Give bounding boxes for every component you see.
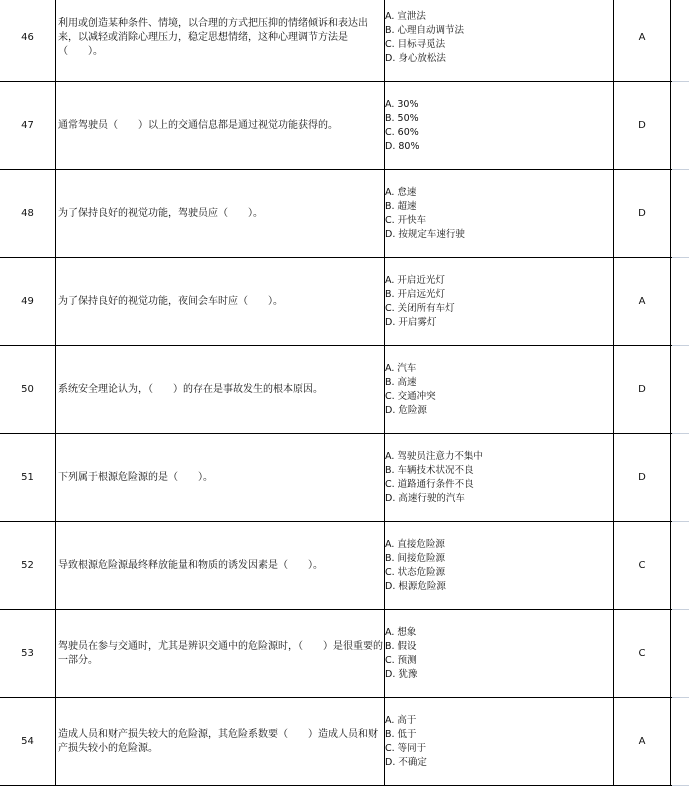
question-text-content: 造成人员和财产损失较大的危险源，其危险系数要（ ）造成人员和财产损失较小的危险源。: [58, 728, 378, 754]
option-item: D. 犹豫: [385, 668, 418, 680]
table-row: [0, 258, 689, 346]
option-item: D. 按规定车速行驶: [385, 228, 465, 240]
options-cell[interactable]: [384, 346, 614, 433]
question-text-content: 驾驶员在参与交通时，尤其是辨识交通中的危险源时，（ ）是很重要的一部分。: [58, 640, 383, 666]
table-row: [0, 170, 689, 258]
question-text-content: 导致根源危险源最终释放能量和物质的诱发因素是（ ）。: [58, 559, 323, 571]
option-item: D. 不确定: [385, 756, 427, 768]
option-item: D. 高速行驶的汽车: [385, 492, 465, 504]
answer-cell[interactable]: A: [614, 0, 671, 81]
answer-cell[interactable]: D: [614, 170, 671, 257]
question-number[interactable]: 46: [0, 0, 56, 81]
option-item: C. 道路通行条件不良: [385, 478, 474, 490]
option-item: B. 50%: [385, 112, 419, 124]
answer-cell[interactable]: A: [614, 698, 671, 785]
table-row: [0, 434, 689, 522]
option-item: B. 开启远光灯: [385, 288, 446, 300]
question-text[interactable]: [56, 82, 385, 169]
question-text[interactable]: [56, 0, 385, 81]
table-row: [0, 522, 689, 610]
question-number[interactable]: 51: [0, 434, 56, 521]
answer-cell[interactable]: D: [614, 82, 671, 169]
option-item: C. 等同于: [385, 742, 427, 754]
question-text[interactable]: [56, 170, 385, 257]
options-cell[interactable]: [384, 170, 614, 257]
question-text-content: 为了保持良好的视觉功能，驾驶员应（ ）。: [58, 207, 263, 219]
question-number[interactable]: 54: [0, 698, 56, 785]
option-item: B. 低于: [385, 728, 417, 740]
question-text-content: 系统安全理论认为，（ ）的存在是事故发生的根本原因。: [58, 383, 323, 395]
option-item: C. 开快车: [385, 214, 427, 226]
answer-cell[interactable]: D: [614, 434, 671, 521]
option-item: A. 汽车: [385, 362, 417, 374]
options-cell[interactable]: [384, 258, 614, 345]
question-text-content: 利用或创造某种条件、情境，以合理的方式把压抑的情绪倾诉和表达出来，以减轻或消除心理压力，稳定思想情绪，这种心理调节方法是（ ）。: [58, 17, 368, 57]
answer-cell[interactable]: A: [614, 258, 671, 345]
question-text[interactable]: [56, 258, 385, 345]
question-text-content: 下列属于根源危险源的是（ ）。: [58, 471, 213, 483]
option-item: B. 假设: [385, 640, 417, 652]
option-item: C. 状态危险源: [385, 566, 446, 578]
options-cell[interactable]: [384, 610, 614, 697]
option-item: A. 想象: [385, 626, 417, 638]
option-item: C. 目标寻觅法: [385, 38, 446, 50]
question-number[interactable]: 52: [0, 522, 56, 609]
option-item: D. 根源危险源: [385, 580, 446, 592]
option-item: B. 间接危险源: [385, 552, 446, 564]
question-text-content: 通常驾驶员（ ）以上的交通信息都是通过视觉功能获得的。: [58, 119, 338, 131]
option-item: D. 身心放松法: [385, 52, 446, 64]
question-number[interactable]: 48: [0, 170, 56, 257]
table-row: [0, 346, 689, 434]
question-number[interactable]: 47: [0, 82, 56, 169]
question-text[interactable]: [56, 434, 385, 521]
option-item: A. 怠速: [385, 186, 417, 198]
option-item: B. 超速: [385, 200, 417, 212]
question-number[interactable]: 50: [0, 346, 56, 433]
option-item: B. 心理自动调节法: [385, 24, 465, 36]
option-item: A. 驾驶员注意力不集中: [385, 450, 483, 462]
option-item: A. 开启近光灯: [385, 274, 445, 286]
option-item: A. 30%: [385, 98, 419, 110]
question-text[interactable]: [56, 698, 385, 785]
question-number[interactable]: 53: [0, 610, 56, 697]
options-cell[interactable]: [384, 522, 614, 609]
question-text[interactable]: [56, 522, 385, 609]
option-item: B. 高速: [385, 376, 417, 388]
option-item: B. 车辆技术状况不良: [385, 464, 474, 476]
table-row: [0, 0, 689, 82]
question-text-content: 为了保持良好的视觉功能，夜间会车时应（ ）。: [58, 295, 283, 307]
question-number[interactable]: 49: [0, 258, 56, 345]
table-row: [0, 610, 689, 698]
table-row: [0, 698, 689, 786]
answer-cell[interactable]: D: [614, 346, 671, 433]
options-cell[interactable]: [384, 82, 614, 169]
option-item: C. 交通冲突: [385, 390, 436, 402]
option-item: C. 60%: [385, 126, 419, 138]
option-item: A. 直接危险源: [385, 538, 445, 550]
option-item: A. 高于: [385, 714, 417, 726]
options-cell[interactable]: [384, 0, 614, 81]
options-cell[interactable]: [384, 434, 614, 521]
question-text[interactable]: [56, 610, 385, 697]
option-item: C. 关闭所有车灯: [385, 302, 455, 314]
option-item: D. 开启雾灯: [385, 316, 437, 328]
option-item: D. 80%: [385, 140, 420, 152]
options-cell[interactable]: [384, 698, 614, 785]
option-item: A. 宣泄法: [385, 10, 426, 22]
table-row: [0, 82, 689, 170]
answer-cell[interactable]: C: [614, 522, 671, 609]
option-item: D. 危险源: [385, 404, 427, 416]
answer-cell[interactable]: C: [614, 610, 671, 697]
question-text[interactable]: [56, 346, 385, 433]
option-item: C. 预测: [385, 654, 417, 666]
